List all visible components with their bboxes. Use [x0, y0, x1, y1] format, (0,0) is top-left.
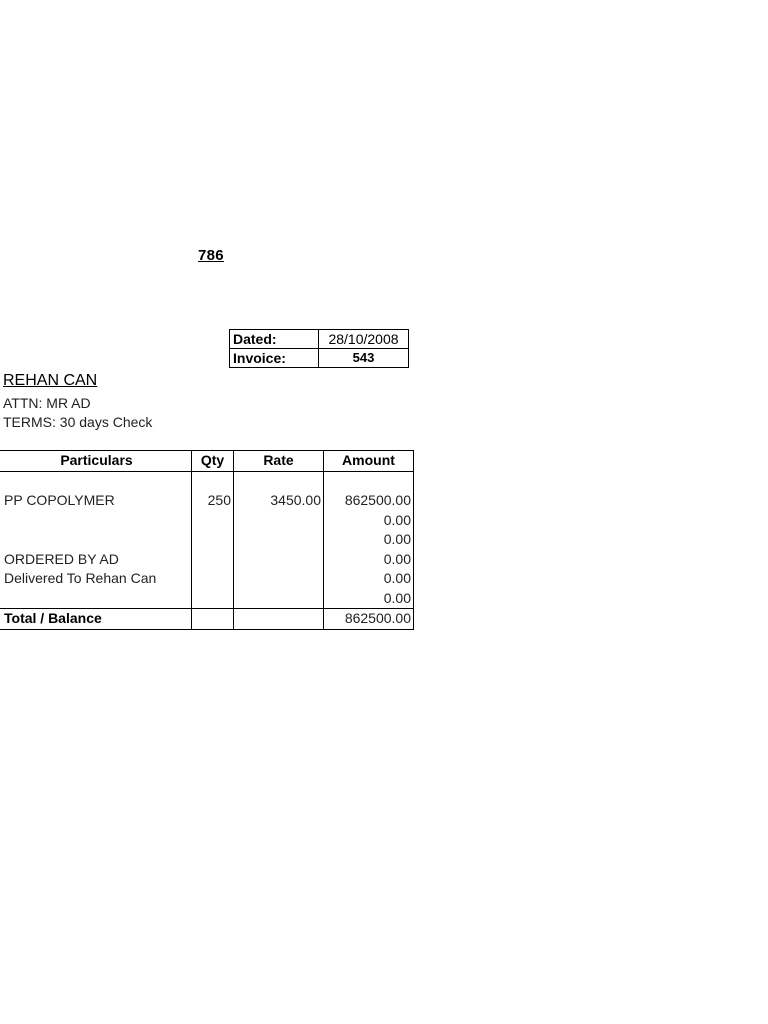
customer-name: REHAN CAN [3, 372, 98, 389]
dated-label: Dated: [230, 330, 319, 349]
total-label: Total / Balance [0, 609, 192, 630]
cell-amount: 862500.00 [324, 491, 414, 511]
cell-qty [192, 471, 234, 491]
cell-qty [192, 569, 234, 589]
table-row [0, 589, 414, 609]
document-number: 786 [198, 247, 224, 264]
cell-rate [234, 530, 324, 550]
cell-qty [192, 550, 234, 570]
invoice-meta-table [229, 329, 409, 368]
cell-amount: 0.00 [324, 530, 414, 550]
table-row [0, 471, 414, 491]
cell-amount: 0.00 [324, 550, 414, 570]
invoice-row [230, 349, 409, 368]
cell-particulars [0, 530, 192, 550]
terms-line: TERMS: 30 days Check [3, 414, 153, 430]
invoice-label: Invoice: [230, 349, 319, 368]
table-row [0, 491, 414, 511]
cell-particulars [0, 589, 192, 609]
header-particulars: Particulars [0, 451, 192, 472]
dated-value: 28/10/2008 [319, 330, 409, 349]
items-header-row [0, 451, 414, 472]
cell-qty [192, 511, 234, 531]
total-amount: 862500.00 [324, 609, 414, 630]
header-rate: Rate [234, 451, 324, 472]
cell-rate: 3450.00 [234, 491, 324, 511]
total-qty [192, 609, 234, 630]
cell-amount: 0.00 [324, 589, 414, 609]
table-row [0, 511, 414, 531]
header-amount: Amount [324, 451, 414, 472]
invoice-value: 543 [319, 349, 409, 368]
cell-qty [192, 589, 234, 609]
table-row [0, 530, 414, 550]
cell-rate [234, 550, 324, 570]
cell-qty: 250 [192, 491, 234, 511]
cell-particulars: ORDERED BY AD [0, 550, 192, 570]
cell-rate [234, 511, 324, 531]
table-row [0, 550, 414, 570]
cell-amount [324, 471, 414, 491]
cell-qty [192, 530, 234, 550]
cell-rate [234, 471, 324, 491]
dated-row [230, 330, 409, 349]
header-qty: Qty [192, 451, 234, 472]
cell-rate [234, 589, 324, 609]
table-row [0, 569, 414, 589]
cell-amount: 0.00 [324, 569, 414, 589]
cell-particulars [0, 511, 192, 531]
cell-particulars: PP COPOLYMER [0, 491, 192, 511]
cell-particulars [0, 471, 192, 491]
cell-amount: 0.00 [324, 511, 414, 531]
cell-rate [234, 569, 324, 589]
total-rate [234, 609, 324, 630]
total-row [0, 609, 414, 630]
items-table [0, 450, 414, 630]
cell-particulars: Delivered To Rehan Can [0, 569, 192, 589]
attention-line: ATTN: MR AD [3, 395, 91, 411]
